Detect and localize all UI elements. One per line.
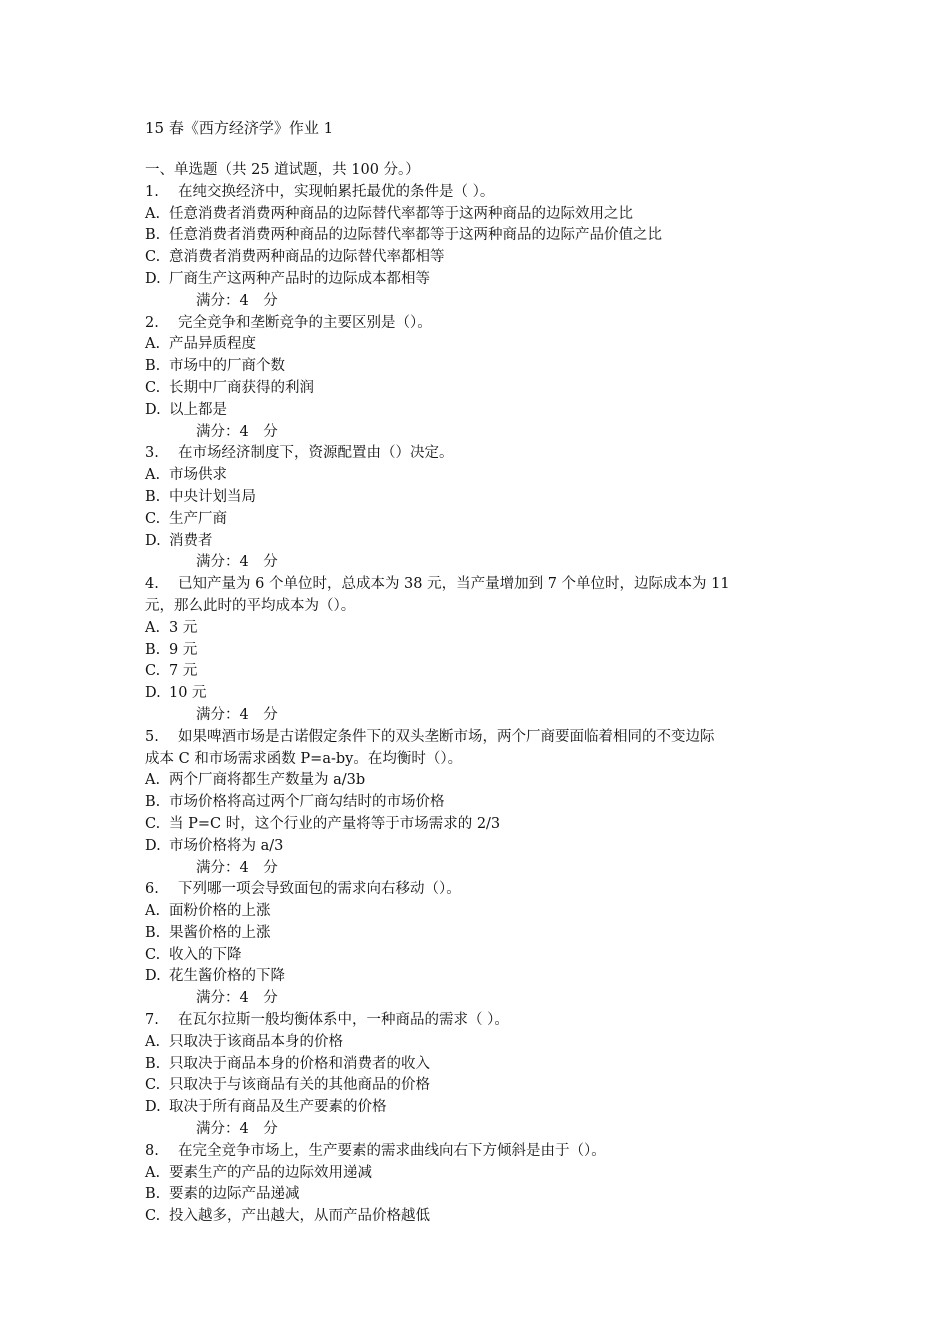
option-key: B. xyxy=(145,641,161,658)
option-text: 取决于所有商品及生产要素的价格 xyxy=(169,1099,387,1116)
option-key: C. xyxy=(145,663,161,680)
answer-option xyxy=(145,1054,815,1076)
answer-option xyxy=(145,400,815,422)
option-text: 市场供求 xyxy=(169,467,227,484)
option-key: A. xyxy=(145,619,161,636)
option-text: 消费者 xyxy=(169,532,213,549)
option-key: D. xyxy=(145,968,161,985)
answer-option xyxy=(145,770,815,792)
option-text: 两个厂商将都生产数量为 a/3b xyxy=(169,772,366,789)
answer-option xyxy=(145,204,815,226)
question-text: 成本 C 和市场需求函数 P=a-by。在均衡时（）。 xyxy=(145,750,463,767)
questions-container xyxy=(145,182,815,1228)
question-text: 在市场经济制度下，资源配置由（）决定。 xyxy=(178,445,454,462)
answer-option xyxy=(145,836,815,858)
answer-option xyxy=(145,509,815,531)
option-key: B. xyxy=(145,924,161,941)
question-block xyxy=(145,1010,815,1141)
answer-option xyxy=(145,465,815,487)
score-label: 满分：4 分 xyxy=(196,990,278,1007)
option-key: C. xyxy=(145,510,161,527)
option-text: 收入的下降 xyxy=(169,946,242,963)
option-text: 面粉价格的上涨 xyxy=(169,903,271,920)
score-label: 满分：4 分 xyxy=(196,706,278,723)
question-block xyxy=(145,879,815,1010)
answer-option xyxy=(145,487,815,509)
option-text: 要素生产的产品的边际效用递减 xyxy=(169,1164,372,1181)
option-text: 市场价格将高过两个厂商勾结时的市场价格 xyxy=(169,794,445,811)
option-key: D. xyxy=(145,837,161,854)
option-text: 任意消费者消费两种商品的边际替代率都等于这两种商品的边际效用之比 xyxy=(169,205,633,222)
option-key: B. xyxy=(145,358,161,375)
document-title: 15 春《西方经济学》作业 1 xyxy=(145,119,334,137)
question-text: 下列哪一项会导致面包的需求向右移动（）。 xyxy=(178,881,461,898)
option-key: C. xyxy=(145,946,161,963)
answer-option xyxy=(145,814,815,836)
answer-option xyxy=(145,269,815,291)
option-text: 10 元 xyxy=(169,685,207,702)
question-stem xyxy=(145,596,815,618)
option-key: C. xyxy=(145,815,161,832)
answer-option xyxy=(145,1097,815,1119)
answer-option xyxy=(145,247,815,269)
answer-option xyxy=(145,531,815,553)
answer-option xyxy=(145,618,815,640)
option-text: 投入越多，产出越大，从而产品价格越低 xyxy=(169,1208,430,1225)
answer-option xyxy=(145,378,815,400)
option-text: 果酱价格的上涨 xyxy=(169,924,271,941)
option-text: 只取决于与该商品有关的其他商品的价格 xyxy=(169,1077,430,1094)
question-list xyxy=(145,160,815,1228)
option-key: B. xyxy=(145,794,161,811)
option-key: B. xyxy=(145,1186,161,1203)
option-text: 长期中厂商获得的利润 xyxy=(169,379,314,396)
option-key: D. xyxy=(145,532,161,549)
option-key: B. xyxy=(145,488,161,505)
option-text: 9 元 xyxy=(169,641,198,658)
answer-option xyxy=(145,334,815,356)
question-block xyxy=(145,443,815,574)
option-key: A. xyxy=(145,205,161,222)
option-text: 只取决于该商品本身的价格 xyxy=(169,1033,343,1050)
option-key: C. xyxy=(145,1208,161,1225)
answer-option xyxy=(145,966,815,988)
score-label: 满分：4 分 xyxy=(196,423,278,440)
question-number: 4. xyxy=(145,576,159,593)
option-key: C. xyxy=(145,379,161,396)
score-label: 满分：4 分 xyxy=(196,292,278,309)
question-stem xyxy=(145,313,815,335)
question-text: 在完全竞争市场上，生产要素的需求曲线向右下方倾斜是由于（）。 xyxy=(178,1142,606,1159)
question-stem xyxy=(145,1141,815,1163)
answer-option xyxy=(145,1184,815,1206)
option-text: 任意消费者消费两种商品的边际替代率都等于这两种商品的边际产品价值之比 xyxy=(169,227,662,244)
question-text: 已知产量为 6 个单位时，总成本为 38 元，当产量增加到 7 个单位时，边际成本为 11 xyxy=(178,576,730,593)
question-text: 元，那么此时的平均成本为（）。 xyxy=(145,597,356,614)
option-text: 市场价格将为 a/3 xyxy=(169,837,284,854)
option-key: A. xyxy=(145,1164,161,1181)
score-label: 满分：4 分 xyxy=(196,554,278,571)
question-stem xyxy=(145,749,815,771)
option-key: B. xyxy=(145,227,161,244)
question-stem xyxy=(145,879,815,901)
answer-option xyxy=(145,1032,815,1054)
option-text: 3 元 xyxy=(169,619,198,636)
answer-option xyxy=(145,945,815,967)
question-text: 如果啤酒市场是古诺假定条件下的双头垄断市场，两个厂商要面临着相同的不变边际 xyxy=(178,728,715,745)
question-stem xyxy=(145,182,815,204)
question-number: 2. xyxy=(145,314,159,331)
option-key: A. xyxy=(145,336,161,353)
question-block xyxy=(145,313,815,444)
question-block xyxy=(145,574,815,727)
answer-option xyxy=(145,923,815,945)
option-key: D. xyxy=(145,1099,161,1116)
question-number: 1. xyxy=(145,183,159,200)
question-number: 3. xyxy=(145,445,159,462)
option-text: 当 P=C 时，这个行业的产量将等于市场需求的 2/3 xyxy=(169,815,501,832)
option-key: A. xyxy=(145,467,161,484)
question-stem xyxy=(145,443,815,465)
option-key: D. xyxy=(145,270,161,287)
question-text: 在纯交换经济中，实现帕累托最优的条件是（ ）。 xyxy=(178,183,495,200)
answer-option xyxy=(145,640,815,662)
answer-option xyxy=(145,792,815,814)
score-label: 满分：4 分 xyxy=(196,859,278,876)
option-text: 以上都是 xyxy=(169,401,227,418)
option-text: 7 元 xyxy=(169,663,198,680)
option-text: 生产厂商 xyxy=(169,510,227,527)
question-number: 8. xyxy=(145,1142,159,1159)
question-number: 7. xyxy=(145,1012,159,1029)
answer-option xyxy=(145,1206,815,1228)
answer-option xyxy=(145,901,815,923)
option-text: 意消费者消费两种商品的边际替代率都相等 xyxy=(169,249,445,266)
question-number: 6. xyxy=(145,881,159,898)
answer-option xyxy=(145,1163,815,1185)
option-text: 中央计划当局 xyxy=(169,488,256,505)
question-block xyxy=(145,1141,815,1228)
answer-option xyxy=(145,683,815,705)
question-stem xyxy=(145,1010,815,1032)
question-stem xyxy=(145,727,815,749)
section-header: 一、单选题（共 25 道试题，共 100 分。） xyxy=(145,162,420,178)
option-key: D. xyxy=(145,685,161,702)
option-text: 要素的边际产品递减 xyxy=(169,1186,300,1203)
option-key: C. xyxy=(145,249,161,266)
option-text: 花生酱价格的下降 xyxy=(169,968,285,985)
answer-option xyxy=(145,356,815,378)
option-key: A. xyxy=(145,772,161,789)
question-text: 在瓦尔拉斯一般均衡体系中，一种商品的需求（ ）。 xyxy=(178,1012,509,1029)
question-block xyxy=(145,182,815,313)
answer-option xyxy=(145,661,815,683)
question-block xyxy=(145,727,815,880)
option-key: B. xyxy=(145,1055,161,1072)
option-text: 产品异质程度 xyxy=(169,336,256,353)
option-text: 市场中的厂商个数 xyxy=(169,358,285,375)
option-text: 只取决于商品本身的价格和消费者的收入 xyxy=(169,1055,430,1072)
question-text: 完全竞争和垄断竞争的主要区别是（）。 xyxy=(178,314,432,331)
answer-option xyxy=(145,225,815,247)
score-label: 满分：4 分 xyxy=(196,1121,278,1138)
option-key: A. xyxy=(145,903,161,920)
option-key: A. xyxy=(145,1033,161,1050)
option-text: 厂商生产这两种产品时的边际成本都相等 xyxy=(169,270,430,287)
question-stem xyxy=(145,574,815,596)
answer-option xyxy=(145,1075,815,1097)
option-key: D. xyxy=(145,401,161,418)
option-key: C. xyxy=(145,1077,161,1094)
question-number: 5. xyxy=(145,728,159,745)
